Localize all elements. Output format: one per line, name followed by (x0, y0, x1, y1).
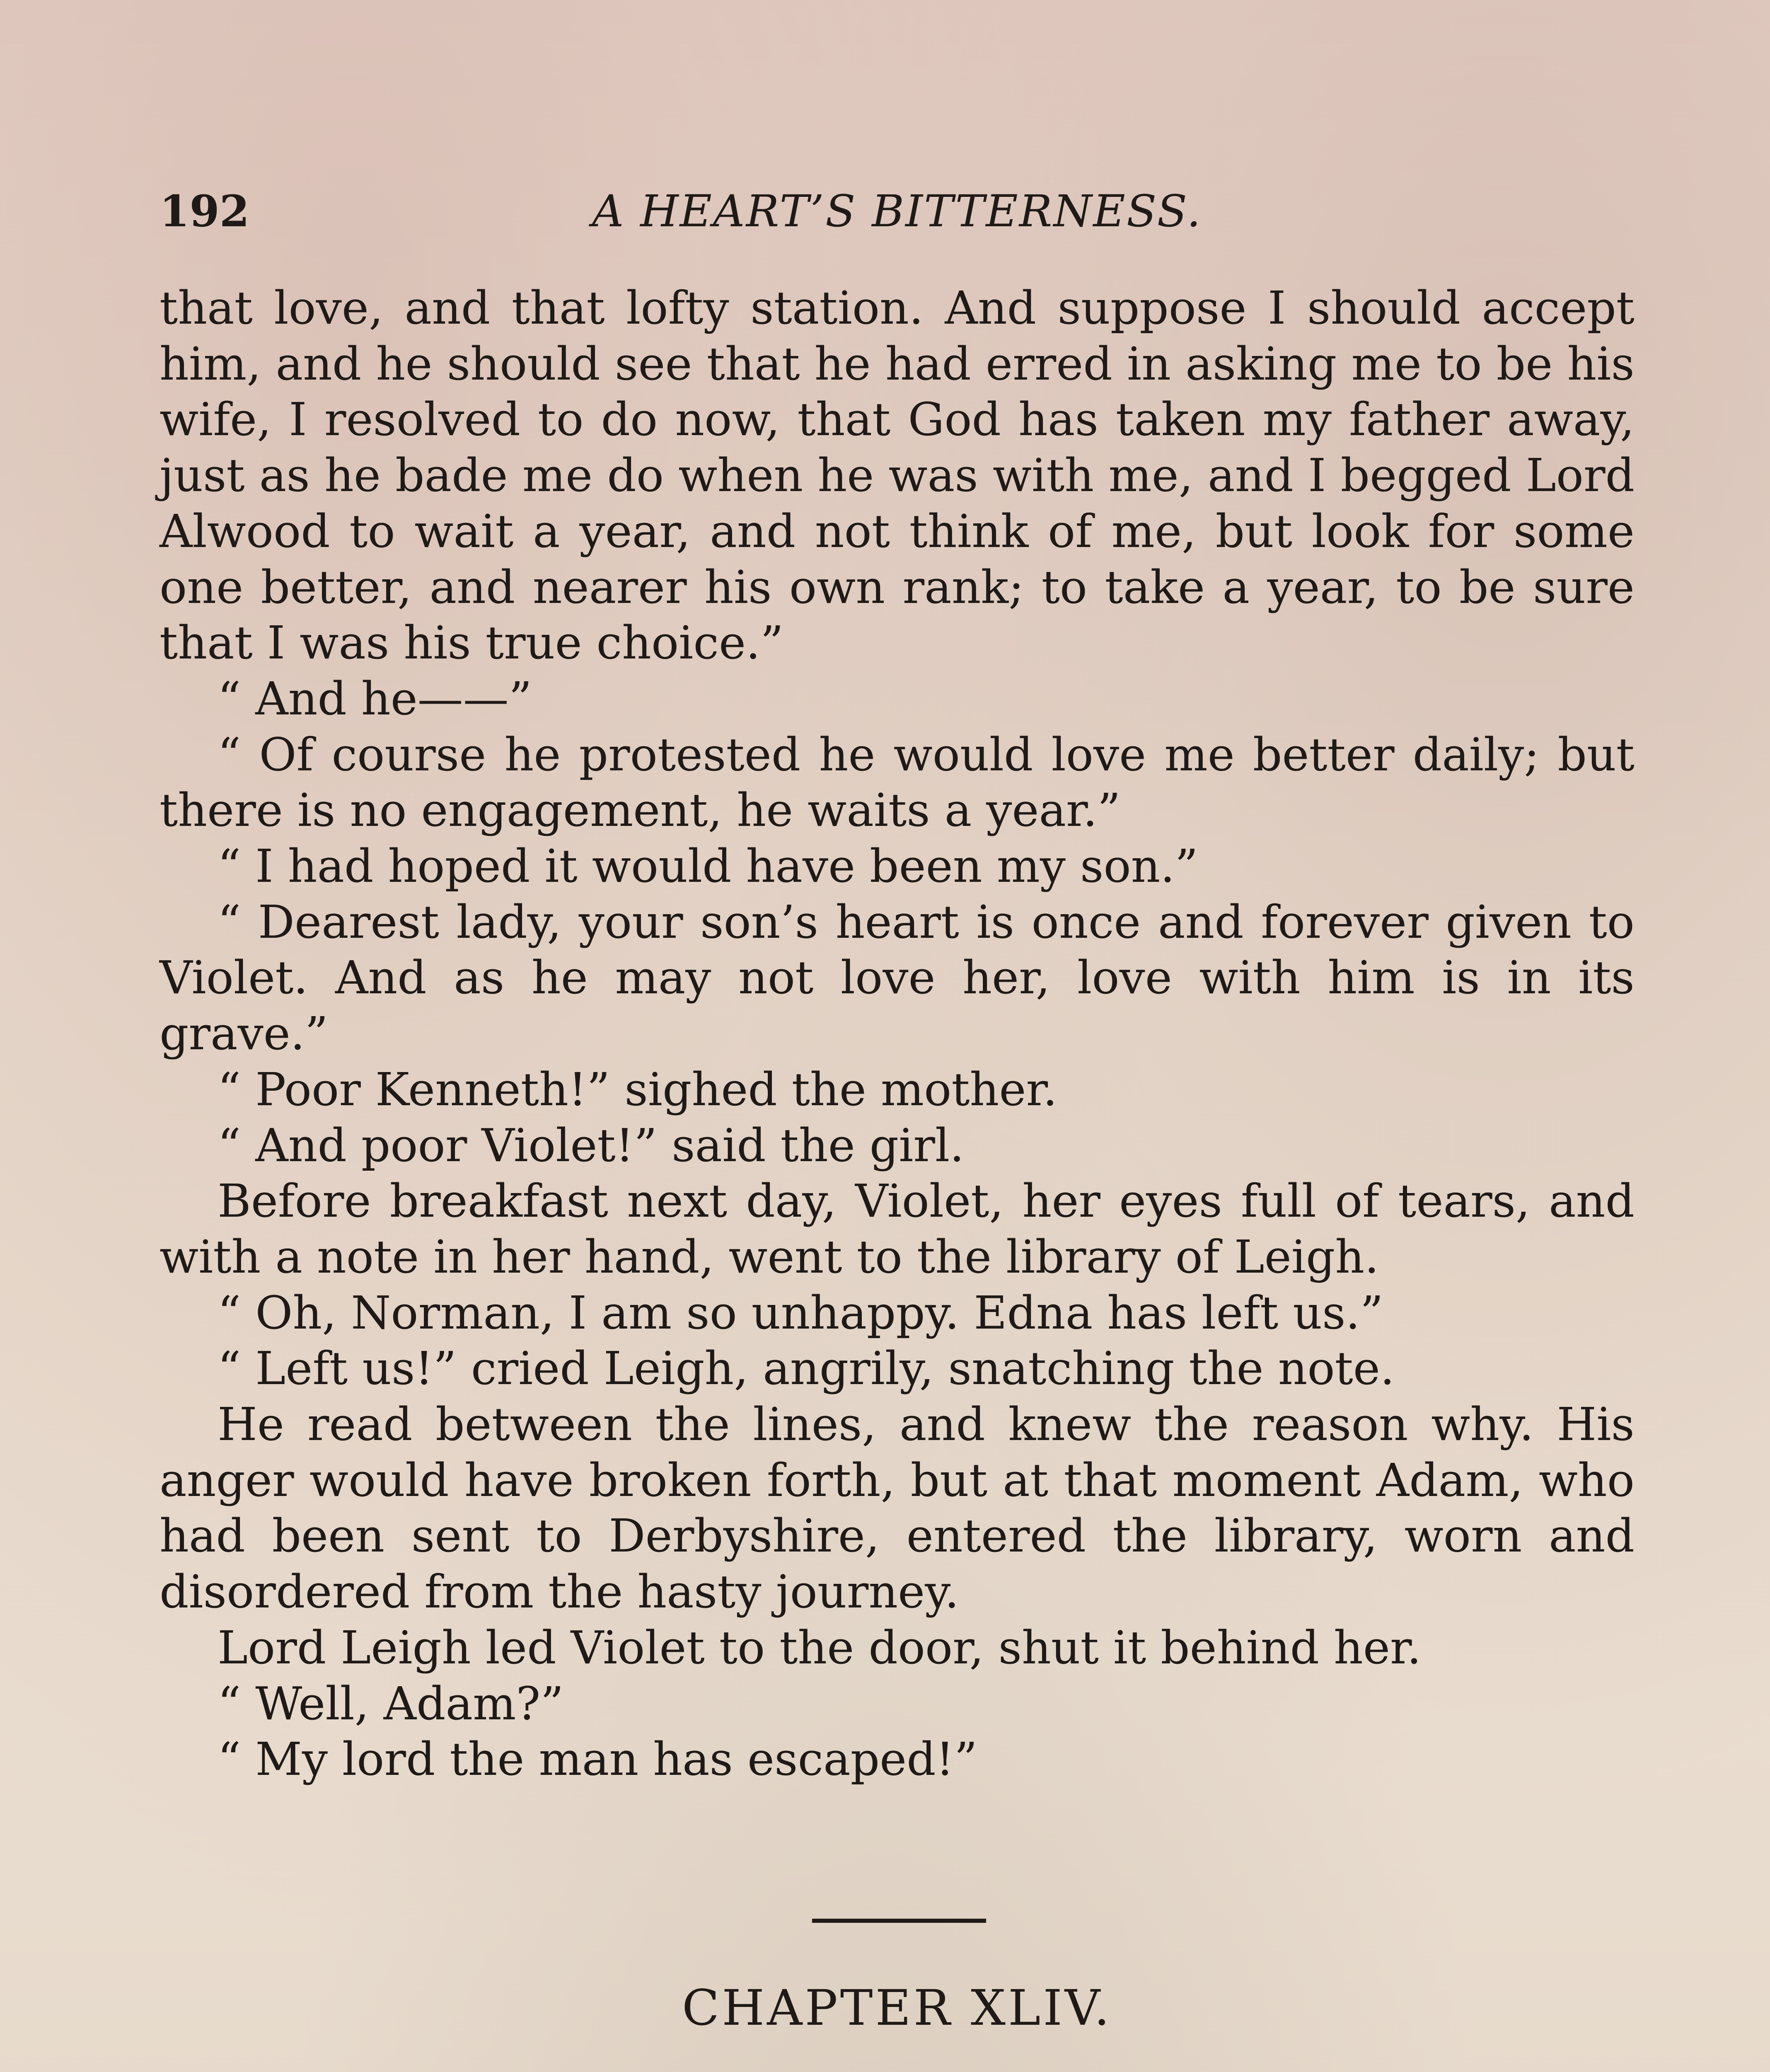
chapter-divider-rule (812, 1919, 986, 1923)
paragraph: “ Oh, Norman, I am so unhappy. Edna has left us.” (218, 1286, 1383, 1339)
chapter-title: CHAPTER XLIV. (682, 1979, 1112, 2036)
paragraph: “ My lord the man has escaped!” (218, 1733, 978, 1786)
running-title: A HEART’S BITTERNESS. (592, 186, 1202, 237)
paragraph: “ Dearest lady, your son’s heart is once and forever given to Violet. And as he may not love her, love with him is in its grave.” (160, 895, 1635, 1060)
page-number: 192 (160, 186, 250, 237)
paragraph: that love, and that lofty station. And suppose I should accept him, and he should see that he had erred in asking me to be his wife, I resolved to do now, that God has taken my father away, just as he bade me do when he was with me, and I begged Lord Alwood to wait a year, and not think of me, but look for some one better, and nearer his own rank; to take a year, to be sure that I was his true choice.” (160, 281, 1635, 670)
paragraph: Before breakfast next day, Violet, her eyes full of tears, and with a note in her hand, went to the library of Leigh. (160, 1174, 1635, 1283)
paragraph: “ Of course he protested he would love me better daily; but there is no engagement, he waits a year.” (160, 728, 1635, 837)
paragraph: Lord Leigh led Violet to the door, shut it behind her. (218, 1621, 1422, 1674)
paragraph: “ Left us!” cried Leigh, angrily, snatching the note. (218, 1342, 1395, 1395)
paragraph: “ And poor Violet!” said the girl. (218, 1118, 965, 1172)
paragraph: He read between the lines, and knew the reason why. His anger would have broken forth, but at that moment Adam, who had been sent to Derbyshire, entered the library, worn and disordered from the hasty journey. (160, 1398, 1635, 1619)
page-header (160, 182, 1635, 240)
paragraph: “ And he——” (218, 672, 532, 725)
paragraph: “ I had hoped it would have been my son.” (218, 840, 1198, 893)
paragraph: “ Poor Kenneth!” sighed the mother. (218, 1063, 1057, 1116)
body-text-top (160, 280, 1635, 1787)
paragraph: “ Well, Adam?” (218, 1677, 564, 1730)
